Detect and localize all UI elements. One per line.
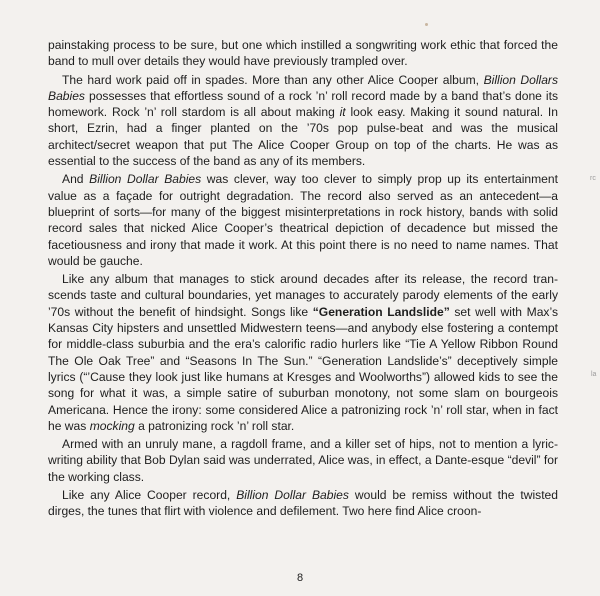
text-run: And	[62, 172, 90, 187]
edge-mark-top: rc	[590, 175, 596, 182]
text-run: was clever, way too clever to simply prop up its entertainment value as a façade for outright degradation. The record also served as an antecedent—a blueprint of sorts—for many of the biggest misinterpretations in rock history, bands with solid record sales that nicked Alice Cooper’s theatrical depiction of decadence but missed the facetiousness and irony that made it work. At this point there is no need to name names. That would be gauche.	[48, 172, 558, 268]
text-run: Billion Dollar Babies	[236, 488, 349, 503]
document-body	[48, 37, 558, 520]
text-run: Like any album that manages to stick around decades after its release, the record tran-scends taste and cultural boundaries, yet manages to accurately parody elements of the early ’70s without the benefit of hindsight. Songs like	[48, 272, 558, 319]
text-run: a patronizing rock ’n’ roll star.	[134, 418, 295, 433]
text-run: Like any Alice Cooper record,	[62, 488, 237, 503]
text-run: Billion Dollars Babies	[48, 72, 558, 103]
text-run: it	[339, 105, 346, 120]
paragraph-p2	[48, 171, 558, 269]
paragraph-p5	[48, 487, 558, 520]
page-number: 8	[296, 572, 304, 584]
text-run: The hard work paid off in spades. More than any other Alice Cooper album,	[62, 72, 484, 87]
edge-mark-bottom: la	[591, 371, 597, 378]
paragraph-p4	[48, 436, 558, 485]
text-run: mocking	[89, 418, 135, 433]
text-run: painstaking process to be sure, but one which instilled a songwriting work ethic that forced the band to mull over details they would have previously trampled over.	[48, 38, 558, 69]
text-run: would be remiss without the twisted dirges, the tunes that flirt with violence and defilement. Two here find Alice croon-	[48, 488, 559, 519]
text-run: Billion Dollar Babies	[89, 172, 202, 187]
text-run: look easy. Making it sound natural. In short, Ezrin, had a finger planted on the ’70s pop pulse-beat and was the musical architect/secret weapon that put The Alice Cooper Group on top of the charts. He was as essential to the success of the band as any of its members.	[48, 105, 558, 169]
paper-speck	[425, 23, 428, 26]
paragraph-p1	[48, 72, 558, 170]
text-run: possesses that effortless sound of a rock ’n’ roll record made by a band that’s done its homework. Rock ’n’ roll stardom is all about making	[48, 88, 558, 120]
paragraph-p0	[48, 37, 558, 70]
text-run: Armed with an unruly mane, a ragdoll frame, and a killer set of hips, not to mention a lyric-writing ability that Bob Dylan said was underrated, Alice was, in effect, a Dante-esque “devil” for the working class.	[48, 437, 558, 484]
text-run: set well with Max’s Kansas City hipsters and unsettled Midwestern teens—and anybody else fostering a contempt for middle-class suburbia and the era’s calorific radio hurlers like “Tie A Yellow Ribbon Round The Ole Oak Tree” and “Seasons In The Sun.” “Generation Landslide’s” deceptively simple lyrics (“’Cause they look just like humans at Kresges and Woolworths”) allowed kids to see the song for what it was, a simple satire of suburban monotony, not some slam on bourgeois Americana. Hence the irony: some considered Alice a patronizing rock ’n’ roll star, when in fact he was	[48, 304, 558, 433]
text-run: “Generation Landslide”	[312, 304, 450, 319]
paragraph-p3	[48, 271, 558, 434]
